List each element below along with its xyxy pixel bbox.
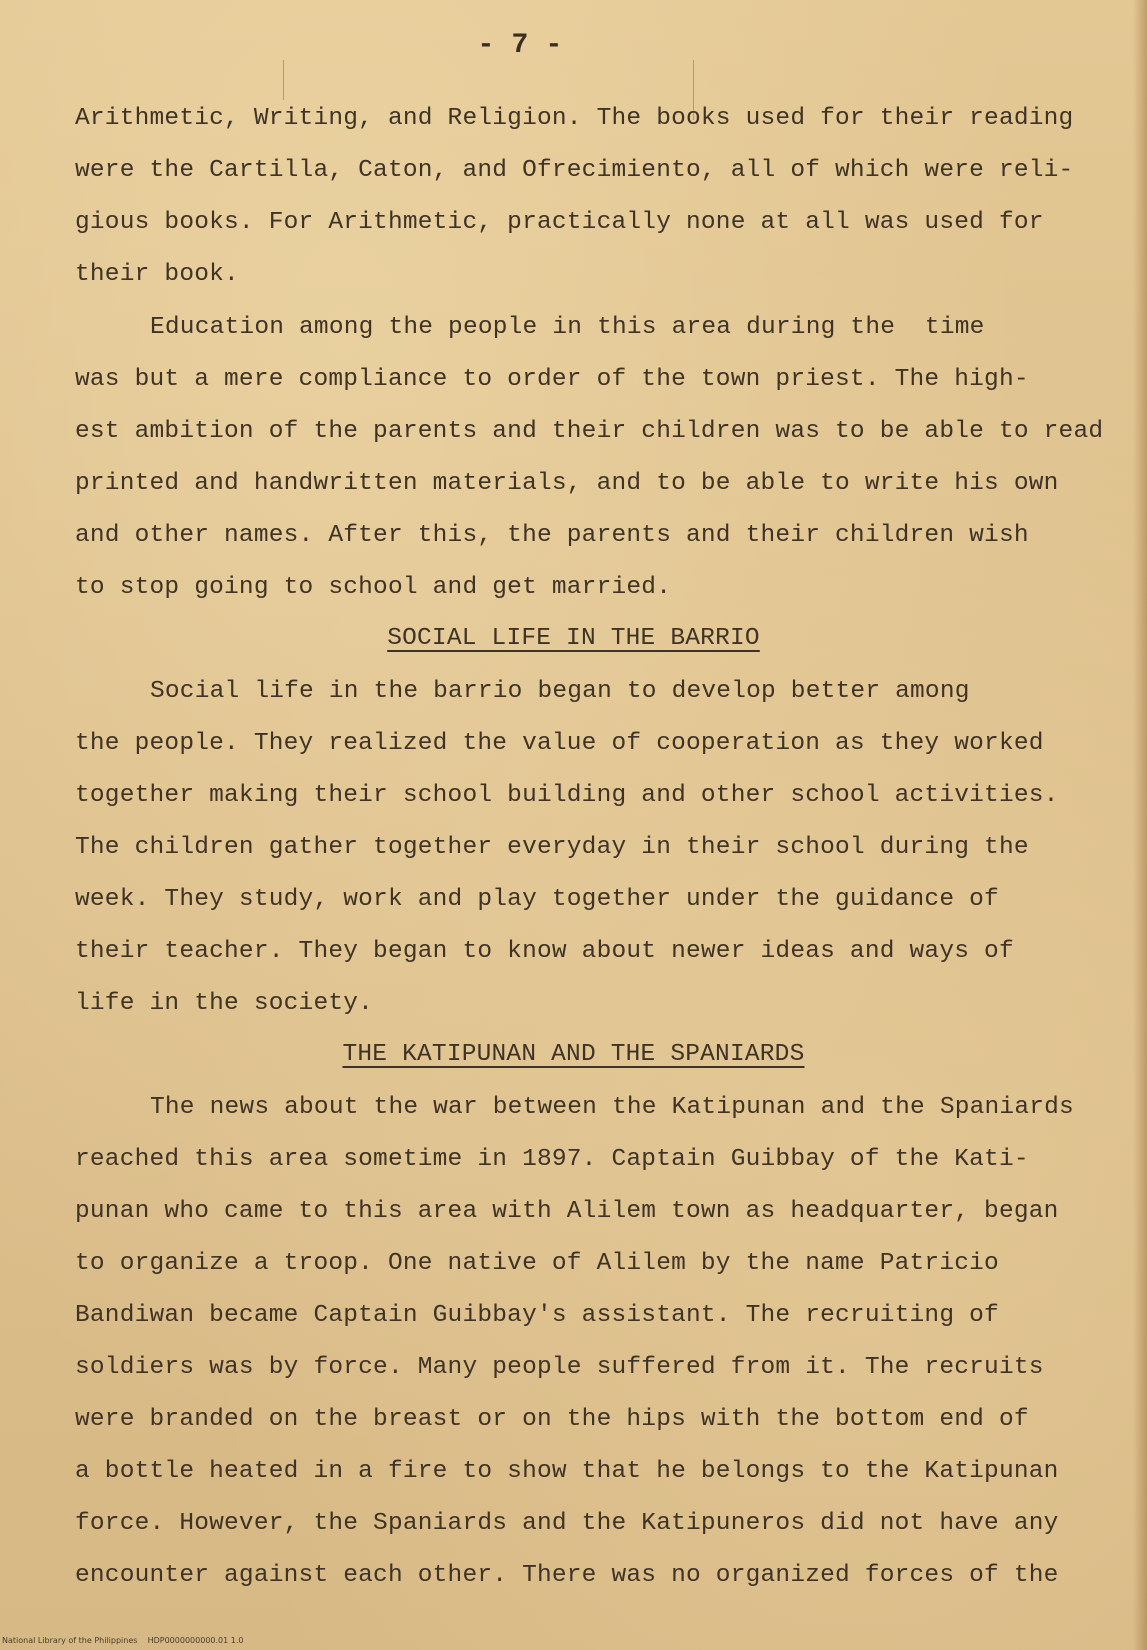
text-line: life in the society. (75, 990, 374, 1017)
text-line: were branded on the breast or on the hips with the bottom end of (75, 1406, 1029, 1433)
text-line: punan who came to this area with Alilem town as headquarter, began (75, 1198, 1059, 1225)
section-heading: THE KATIPUNAN AND THE SPANIARDS (342, 1041, 805, 1068)
text-line: Education among the people in this area during the time (150, 314, 985, 341)
page-edge-shadow (1133, 0, 1147, 1650)
text-line: The children gather together everyday in their school during the (75, 834, 1029, 861)
paper-mark (283, 60, 284, 100)
text-line: The news about the war between the Katipunan and the Spaniards (150, 1094, 1074, 1121)
text-line: were the Cartilla, Caton, and Ofrecimiento, all of which were reli- (75, 157, 1074, 184)
text-line: est ambition of the parents and their children was to be able to read (75, 418, 1104, 445)
text-line: the people. They realized the value of cooperation as they worked (75, 730, 1044, 757)
text-line: gious books. For Arithmetic, practically none at all was used for (75, 209, 1044, 236)
page-number: - 7 - (477, 30, 563, 61)
text-line: their book. (75, 261, 239, 288)
text-line: force. However, the Spaniards and the Katipuneros did not have any (75, 1510, 1059, 1537)
section-heading: SOCIAL LIFE IN THE BARRIO (387, 625, 760, 652)
text-line: soldiers was by force. Many people suffered from it. The recruits (75, 1354, 1044, 1381)
text-line: to organize a troop. One native of Alilem by the name Patricio (75, 1250, 999, 1277)
text-line: Bandiwan became Captain Guibbay's assistant. The recruiting of (75, 1302, 999, 1329)
text-line: and other names. After this, the parents and their children wish (75, 522, 1029, 549)
text-line: together making their school building and other school activities. (75, 782, 1059, 809)
text-line: encounter against each other. There was no organized forces of the (75, 1562, 1059, 1589)
text-line: Social life in the barrio began to develop better among (150, 678, 970, 705)
text-line: their teacher. They began to know about newer ideas and ways of (75, 938, 1014, 965)
text-line: was but a mere compliance to order of the town priest. The high- (75, 366, 1029, 393)
footer-watermark: National Library of the Philippines HDP0000000000.01 1.0 (2, 1636, 244, 1645)
text-line: reached this area sometime in 1897. Captain Guibbay of the Kati- (75, 1146, 1029, 1173)
text-line: Arithmetic, Writing, and Religion. The books used for their reading (75, 105, 1074, 132)
text-line: to stop going to school and get married. (75, 574, 672, 601)
text-line: printed and handwritten materials, and to be able to write his own (75, 470, 1059, 497)
text-line: week. They study, work and play together under the guidance of (75, 886, 999, 913)
text-line: a bottle heated in a fire to show that he belongs to the Katipunan (75, 1458, 1059, 1485)
